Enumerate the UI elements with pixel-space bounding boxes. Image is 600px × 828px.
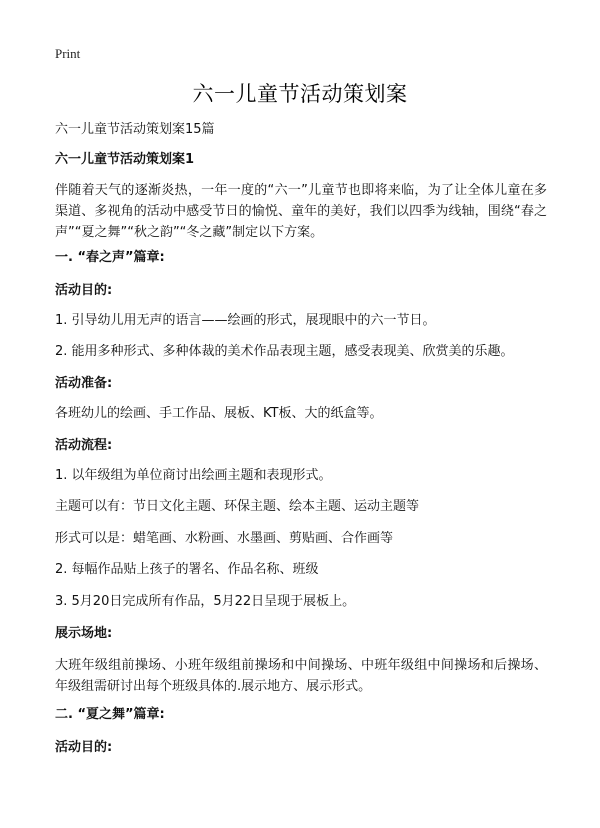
process-heading: 活动流程: bbox=[55, 438, 113, 453]
process-themes: 主题可以有：节日文化主题、环保主题、绘本主题、运动主题等 bbox=[55, 499, 420, 514]
process-forms: 形式可以是：蜡笔画、水粉画、水墨画、剪贴画、合作画等 bbox=[55, 531, 394, 546]
prep-text: 各班幼儿的绘画、手工作品、展板、KT板、大的纸盒等。 bbox=[55, 406, 383, 421]
prep-heading: 活动准备: bbox=[55, 376, 113, 391]
goal-item-1: 1. 引导幼儿用无声的语言——绘画的形式，展现眼中的六一节日。 bbox=[55, 313, 436, 328]
intro-paragraph: 伴随着天气的逐渐炎热，一年一度的“六一”儿童节也即将来临，为了让全体儿童在多渠道、多视角的活动中感受节日的愉悦、童年的美好，我们以四季为线轴，围绕“春之声”“夏之舞”“秋之韵”“冬之藏”制定以下方案。 bbox=[55, 183, 547, 240]
process-item-1: 1. 以年级组为单位商讨出绘画主题和表现形式。 bbox=[55, 468, 332, 483]
venue-text: 大班年级组前操场、小班年级组前操场和中间操场、中班年级组中间操场和后操场、年级组需研讨出每个班级具体的.展示地方、展示形式。 bbox=[55, 658, 547, 694]
part2-heading: 二. “夏之舞”篇章: bbox=[55, 707, 165, 722]
print-link[interactable]: Print bbox=[55, 46, 81, 61]
document-title: 六一儿童节活动策划案 bbox=[192, 82, 408, 106]
process-item-3: 3. 5月20日完成所有作品，5月22日呈现于展板上。 bbox=[55, 594, 356, 609]
goal2-heading: 活动目的: bbox=[55, 740, 113, 755]
goal-item-2: 2. 能用多种形式、多种体裁的美术作品表现主题，感受表现美、欣赏美的乐趣。 bbox=[55, 344, 514, 359]
process-item-2: 2. 每幅作品贴上孩子的署名、作品名称、班级 bbox=[55, 562, 319, 577]
part1-heading: 一. “春之声”篇章: bbox=[55, 250, 165, 265]
venue-heading: 展示场地: bbox=[55, 626, 113, 641]
section-heading: 六一儿童节活动策划案1 bbox=[55, 152, 195, 167]
document-subtitle: 六一儿童节活动策划案15篇 bbox=[55, 122, 215, 137]
goal-heading: 活动目的: bbox=[55, 283, 113, 298]
